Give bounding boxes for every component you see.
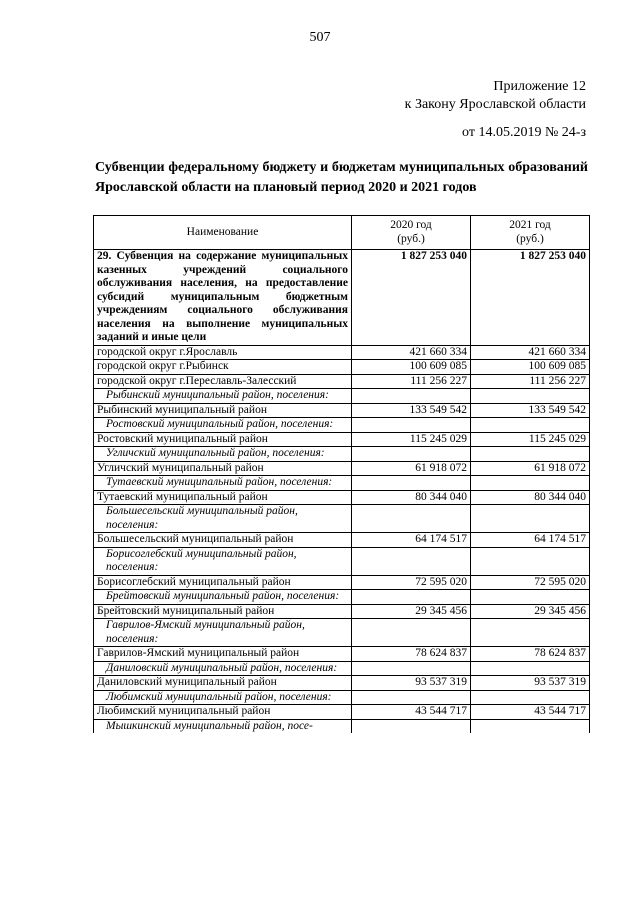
header-2020: 2020 год (руб.)	[352, 216, 471, 250]
table-body	[94, 250, 590, 734]
row-value-2020	[352, 619, 471, 647]
table-row	[94, 490, 590, 505]
row-value-2021	[471, 719, 590, 733]
row-name: Угличский муниципальный район, поселения:	[94, 447, 352, 462]
subvention-table	[93, 215, 590, 733]
row-name: Брейтовский муниципальный район	[94, 604, 352, 619]
row-name: Рыбинский муниципальный район	[94, 403, 352, 418]
row-value-2020	[352, 547, 471, 575]
appendix-label: Приложение 12	[493, 79, 586, 94]
row-name: городской округ г.Рыбинск	[94, 360, 352, 375]
row-value-2021: 78 624 837	[471, 647, 590, 662]
row-value-2021: 64 174 517	[471, 533, 590, 548]
table-row	[94, 604, 590, 619]
row-name: Ростовский муниципальный район	[94, 432, 352, 447]
row-name: Большесельский муниципальный район	[94, 533, 352, 548]
row-value-2021	[471, 661, 590, 676]
row-name: Любимский муниципальный район	[94, 705, 352, 720]
row-name: Угличский муниципальный район	[94, 461, 352, 476]
row-value-2021	[471, 505, 590, 533]
row-value-2020: 78 624 837	[352, 647, 471, 662]
table-row	[94, 476, 590, 491]
table-row	[94, 647, 590, 662]
row-value-2021: 1 827 253 040	[471, 250, 590, 346]
table-row	[94, 533, 590, 548]
row-name: Большесельский муниципальный район, поселения:	[94, 505, 352, 533]
row-value-2021: 100 609 085	[471, 360, 590, 375]
row-value-2021: 80 344 040	[471, 490, 590, 505]
row-name: Мышкинский муниципальный район, посе-	[94, 719, 352, 733]
table-header-row	[94, 216, 590, 250]
appendix-date: от 14.05.2019 № 24-з	[462, 125, 586, 140]
table-row	[94, 418, 590, 433]
row-value-2020	[352, 661, 471, 676]
row-value-2021	[471, 690, 590, 705]
row-name: Рыбинский муниципальный район, поселения:	[94, 389, 352, 404]
row-name: Ростовский муниципальный район, поселения:	[94, 418, 352, 433]
table-row	[94, 719, 590, 733]
row-value-2021	[471, 547, 590, 575]
table-row	[94, 461, 590, 476]
row-value-2020: 1 827 253 040	[352, 250, 471, 346]
row-value-2021	[471, 418, 590, 433]
row-value-2021	[471, 447, 590, 462]
row-value-2021	[471, 389, 590, 404]
table-row	[94, 360, 590, 375]
table-row	[94, 447, 590, 462]
row-value-2020: 29 345 456	[352, 604, 471, 619]
table-row	[94, 690, 590, 705]
row-name: Брейтовский муниципальный район, поселения:	[94, 590, 352, 605]
appendix-law: к Закону Ярославской области	[404, 97, 586, 112]
table-row	[94, 432, 590, 447]
row-name: Тутаевский муниципальный район, поселения:	[94, 476, 352, 491]
table-row	[94, 345, 590, 360]
row-value-2020: 115 245 029	[352, 432, 471, 447]
row-name: Гаврилов-Ямский муниципальный район, поселения:	[94, 619, 352, 647]
table-row	[94, 661, 590, 676]
header-name: Наименование	[94, 216, 352, 250]
table-row	[94, 676, 590, 691]
row-name: Даниловский муниципальный район	[94, 676, 352, 691]
table-row	[94, 389, 590, 404]
table-row	[94, 575, 590, 590]
row-value-2020: 93 537 319	[352, 676, 471, 691]
table-row	[94, 619, 590, 647]
table-row	[94, 403, 590, 418]
row-name: городской округ г.Переславль-Залесский	[94, 374, 352, 389]
row-value-2021	[471, 590, 590, 605]
row-name: Борисоглебский муниципальный район	[94, 575, 352, 590]
row-value-2021: 421 660 334	[471, 345, 590, 360]
row-value-2021: 61 918 072	[471, 461, 590, 476]
row-value-2021: 29 345 456	[471, 604, 590, 619]
row-value-2020: 64 174 517	[352, 533, 471, 548]
table-row	[94, 250, 590, 346]
row-value-2020	[352, 476, 471, 491]
page-number: 507	[309, 30, 331, 45]
row-value-2020	[352, 447, 471, 462]
row-value-2021: 115 245 029	[471, 432, 590, 447]
row-name: Любимский муниципальный район, поселения:	[94, 690, 352, 705]
table-row	[94, 374, 590, 389]
document-title: Субвенции федеральному бюджету и бюджетам муниципальных образований Ярославской области на плановый период 2020 и 2021 годов	[95, 160, 588, 195]
row-value-2020	[352, 418, 471, 433]
row-value-2020: 80 344 040	[352, 490, 471, 505]
row-value-2021: 93 537 319	[471, 676, 590, 691]
table-row	[94, 590, 590, 605]
row-value-2020: 43 544 717	[352, 705, 471, 720]
row-value-2021: 43 544 717	[471, 705, 590, 720]
row-value-2020: 100 609 085	[352, 360, 471, 375]
table-row	[94, 547, 590, 575]
row-value-2021: 111 256 227	[471, 374, 590, 389]
row-name: Даниловский муниципальный район, поселения:	[94, 661, 352, 676]
row-value-2020: 421 660 334	[352, 345, 471, 360]
row-value-2021: 72 595 020	[471, 575, 590, 590]
row-value-2021: 133 549 542	[471, 403, 590, 418]
row-value-2020	[352, 389, 471, 404]
row-value-2021	[471, 476, 590, 491]
row-name: Гаврилов-Ямский муниципальный район	[94, 647, 352, 662]
header-2021: 2021 год (руб.)	[471, 216, 590, 250]
row-value-2020: 72 595 020	[352, 575, 471, 590]
row-value-2021	[471, 619, 590, 647]
row-name: Борисоглебский муниципальный район, поселения:	[94, 547, 352, 575]
table-row	[94, 505, 590, 533]
row-value-2020: 61 918 072	[352, 461, 471, 476]
row-value-2020	[352, 690, 471, 705]
row-value-2020: 133 549 542	[352, 403, 471, 418]
row-value-2020: 111 256 227	[352, 374, 471, 389]
row-name: городской округ г.Ярославль	[94, 345, 352, 360]
row-value-2020	[352, 505, 471, 533]
row-name: 29. Субвенция на содержание муниципальных казенных учреждений социального обслуживания населения, на предоставление субсидий муниципальным бюджетным учреждениям социального обслуживания населения на выполнение муниципальных заданий и иные цели	[94, 250, 352, 346]
row-value-2020	[352, 719, 471, 733]
row-name: Тутаевский муниципальный район	[94, 490, 352, 505]
table-row	[94, 705, 590, 720]
row-value-2020	[352, 590, 471, 605]
